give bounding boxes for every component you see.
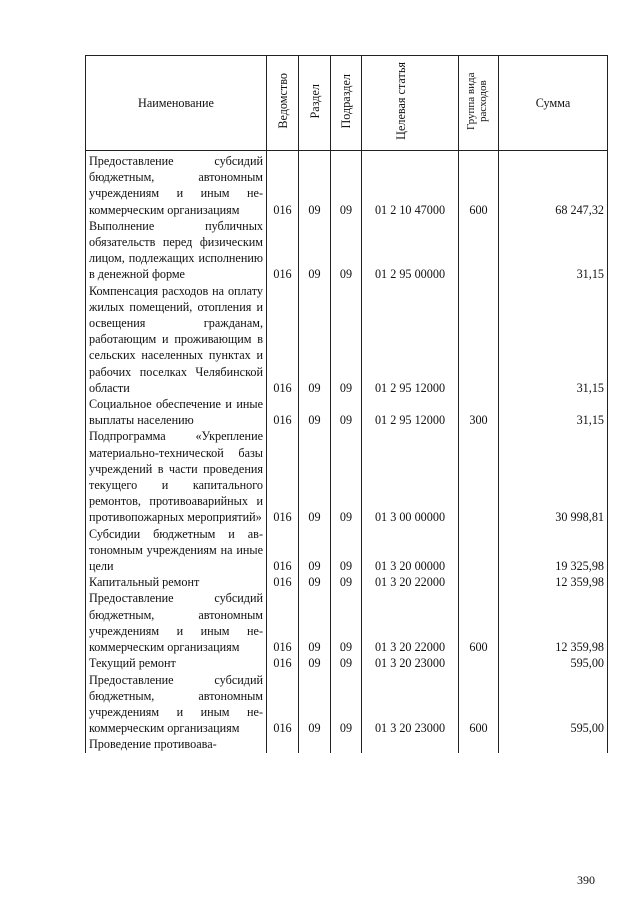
table-row: [86, 283, 608, 396]
cell-target: [362, 736, 459, 752]
cell-dept: 016: [267, 655, 299, 671]
cell-target: 01 2 10 47000: [362, 151, 459, 218]
table-row: [86, 590, 608, 655]
cell-sum: [499, 736, 608, 752]
header-dept: Ведомство: [267, 56, 299, 151]
cell-expense-group: 300: [459, 396, 499, 428]
cell-dept: 016: [267, 574, 299, 590]
cell-name: Проведение противоава-: [86, 736, 267, 752]
cell-expense-group: [459, 574, 499, 590]
cell-sum: 12 359,98: [499, 574, 608, 590]
table-body: [86, 151, 608, 753]
cell-dept: 016: [267, 396, 299, 428]
cell-name: Предоставление субсидий бюджетным, автономным учреждениям и иным некоммерческим организациям: [86, 672, 267, 737]
cell-dept: 016: [267, 151, 299, 218]
cell-target: 01 2 95 00000: [362, 218, 459, 283]
cell-target: 01 3 20 22000: [362, 574, 459, 590]
cell-subsection: 09: [331, 590, 362, 655]
cell-section: 09: [299, 428, 331, 525]
cell-name: Предоставление субсидий бюджетным, автономным учреждениям и иным некоммерческим организациям: [86, 590, 267, 655]
table-row: [86, 526, 608, 575]
cell-section: 09: [299, 526, 331, 575]
cell-expense-group: 600: [459, 672, 499, 737]
cell-dept: [267, 736, 299, 752]
cell-name: Текущий ремонт: [86, 655, 267, 671]
cell-sum: 31,15: [499, 218, 608, 283]
table-row: [86, 574, 608, 590]
cell-expense-group: [459, 736, 499, 752]
cell-dept: 016: [267, 672, 299, 737]
cell-subsection: [331, 736, 362, 752]
cell-sum: 12 359,98: [499, 590, 608, 655]
cell-section: 09: [299, 655, 331, 671]
cell-subsection: 09: [331, 526, 362, 575]
cell-target: 01 3 20 00000: [362, 526, 459, 575]
cell-target: 01 3 00 00000: [362, 428, 459, 525]
header-sum: Сумма: [499, 56, 608, 151]
header-expense-group: Группа вида расходов: [459, 56, 499, 151]
header-subsection: Подраздел: [331, 56, 362, 151]
cell-name: Выполнение публичных обязательств перед физическим лицом, подлежащих исполнению в денежной форме: [86, 218, 267, 283]
cell-target: 01 2 95 12000: [362, 283, 459, 396]
header-section: Раздел: [299, 56, 331, 151]
table-row: [86, 428, 608, 525]
cell-dept: 016: [267, 218, 299, 283]
cell-name: Социальное обеспечение и иные выплаты населению: [86, 396, 267, 428]
cell-section: 09: [299, 151, 331, 218]
cell-expense-group: [459, 655, 499, 671]
table-row: [86, 672, 608, 737]
cell-name: Капитальный ремонт: [86, 574, 267, 590]
cell-sum: 68 247,32: [499, 151, 608, 218]
cell-subsection: 09: [331, 218, 362, 283]
table-header: [86, 56, 608, 151]
cell-dept: 016: [267, 526, 299, 575]
header-target: Целевая статья: [362, 56, 459, 151]
cell-subsection: 09: [331, 396, 362, 428]
cell-subsection: 09: [331, 283, 362, 396]
cell-expense-group: [459, 428, 499, 525]
cell-section: 09: [299, 218, 331, 283]
cell-expense-group: 600: [459, 590, 499, 655]
table-row: [86, 655, 608, 671]
table-row: [86, 151, 608, 218]
cell-target: 01 2 95 12000: [362, 396, 459, 428]
cell-section: 09: [299, 672, 331, 737]
cell-subsection: 09: [331, 151, 362, 218]
cell-sum: 595,00: [499, 672, 608, 737]
cell-expense-group: [459, 526, 499, 575]
page-number: 390: [577, 873, 595, 887]
cell-sum: 19 325,98: [499, 526, 608, 575]
table-row: [86, 396, 608, 428]
cell-dept: 016: [267, 590, 299, 655]
cell-section: [299, 736, 331, 752]
cell-name: Компенсация расходов на оплату жилых помещений, отопления и освещения гражданам, работающим и проживающим в сельских населенных пунктах и рабочих поселках Челябинской области: [86, 283, 267, 396]
cell-section: 09: [299, 396, 331, 428]
cell-sum: 595,00: [499, 655, 608, 671]
cell-dept: 016: [267, 283, 299, 396]
budget-table: [85, 55, 608, 753]
cell-sum: 30 998,81: [499, 428, 608, 525]
cell-target: 01 3 20 22000: [362, 590, 459, 655]
cell-section: 09: [299, 283, 331, 396]
cell-subsection: 09: [331, 574, 362, 590]
table-row: [86, 218, 608, 283]
cell-section: 09: [299, 590, 331, 655]
cell-name: Предоставление субсидий бюджетным, автономным учреждениям и иным некоммерческим организациям: [86, 151, 267, 218]
cell-subsection: 09: [331, 672, 362, 737]
cell-dept: 016: [267, 428, 299, 525]
cell-subsection: 09: [331, 655, 362, 671]
cell-target: 01 3 20 23000: [362, 672, 459, 737]
cell-section: 09: [299, 574, 331, 590]
header-name: Наименование: [86, 56, 267, 151]
cell-sum: 31,15: [499, 283, 608, 396]
cell-sum: 31,15: [499, 396, 608, 428]
cell-target: 01 3 20 23000: [362, 655, 459, 671]
cell-name: Подпрограмма «Укрепление материально-технической базы учреждений в части проведения текущего и капитального ремонтов, противоаварийных и противопожарных мероприятий»: [86, 428, 267, 525]
table-row: [86, 736, 608, 752]
cell-expense-group: [459, 283, 499, 396]
cell-name: Субсидии бюджетным и автономным учреждениям на иные цели: [86, 526, 267, 575]
cell-subsection: 09: [331, 428, 362, 525]
cell-expense-group: [459, 218, 499, 283]
cell-expense-group: 600: [459, 151, 499, 218]
